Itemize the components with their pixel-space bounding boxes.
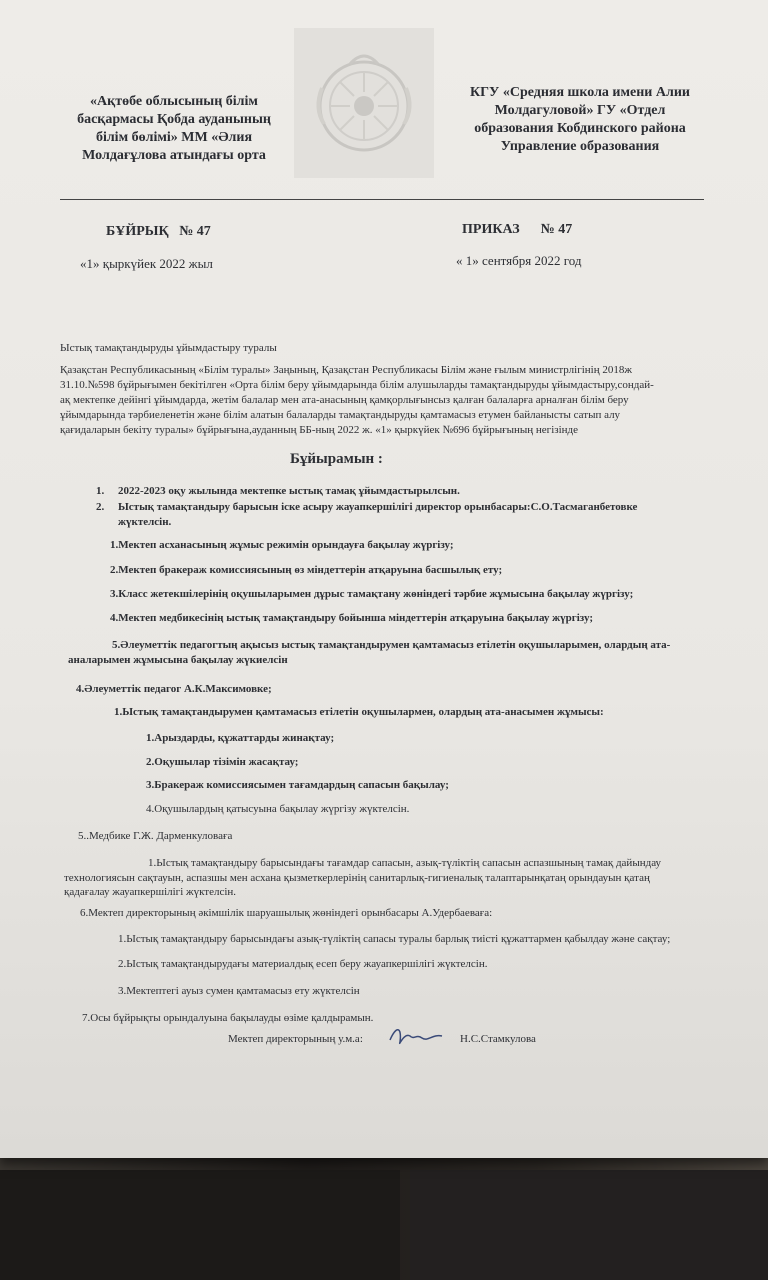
header-right-line: Управление образования [500,139,660,154]
sub-item-4: 4.Мектеп медбикесінің ыстық тамақтандыру бойынша міндеттерін атқаруына бақылау жүргізу; [110,612,593,624]
background-dark-fabric-right [410,1170,768,1280]
item-5-line-3: қадағалау жауапкершілігі жүктелсін. [64,886,237,898]
header-divider [60,199,704,200]
sub-item-5-line-2: аналарымен жұмысына бақылау жүкиелсін [68,654,288,666]
header-left-line: «Ақтөбе облысының білім [90,94,258,109]
order-date-kz: «1» қыркүйек 2022 жыл [80,256,213,271]
preamble-line: 31.10.№598 бұйрығымен бекітілген «Орта білім беру ұйымдарында білім алушыларды тамақтандыруды ұйымдастыру,сондай- [60,379,654,391]
item-2-number: 2. [96,501,105,513]
item-1-number: 1. [96,485,105,497]
item-7: 7.Осы бұйрықты орындалуына бақылауды өзіме қалдырамын. [82,1012,374,1024]
header-right-line: Молдагуловой» ГУ «Отдел [494,103,666,118]
item-5-line-2: технологиясын сақтауын, аспазшы мен асхана қызметкерлерінің санитарлық-гигиеналық талаптарынқатаң орындауын қатаң [64,872,650,884]
order-title-kz: БҰЙРЫҚ № 47 [106,224,211,239]
item-4-1-3: 3.Бракераж комиссиясымен тағамдардың сапасын бақылау; [146,779,449,791]
header-left-line: басқармасы Қобда ауданының [77,112,271,127]
item-4-1-2: 2.Оқушылар тізімін жасақтау; [146,756,299,768]
background-dark-fabric-left [0,1170,400,1280]
item-4-1-4: 4.Оқушылардың қатысуына бақылау жүргізу жүктелсін. [146,803,410,815]
header-right-org [452,84,708,156]
decree-heading: Бұйырамын : [290,451,383,467]
item-6-2: 2.Ыстық тамақтандырудағы материалдық есеп беру жауапкершілігі жүктелсін. [118,958,488,970]
item-4-1-1: 1.Арыздарды, құжаттарды жинақтау; [146,732,335,744]
item-2-line-2: жүктелсін. [118,516,172,528]
item-1: 2022-2023 оқу жылында мектепке ыстық тамақ ұйымдастырылсын. [118,485,460,497]
item-4: 4.Әлеуметтік педагог А.К.Максимовке; [76,683,272,695]
header-left-org [62,93,286,165]
sub-item-1: 1.Мектеп асханасының жұмыс режимін орындауға бақылау жүргізу; [110,539,454,551]
item-5: 5..Медбике Г.Ж. Дарменкуловаға [78,830,233,842]
sub-item-2: 2.Мектеп бракераж комиссиясының өз міндеттерін атқаруына басшылық ету; [110,564,503,576]
preamble [60,363,740,438]
order-title-ru: ПРИКАЗ № 47 [462,222,573,237]
item-2-line-1: Ыстық тамақтандыру барысын іске асыру жауапкершілігі директор орынбасары:С.О.Тасмаганбетовке [118,501,638,513]
item-6-3: 3.Мектептегі ауыз сумен қамтамасыз ету жүктелсін [118,985,360,997]
item-6: 6.Мектеп директорының әкімшілік шаруашылық жөніндегі орынбасары А.Удербаеваға: [80,907,493,919]
handwritten-signature-icon [386,1022,446,1052]
sub-item-3: 3.Класс жетекшілерінің оқушыларымен дұрыс тамақтану жөніндегі тәрбие жұмысына бақылау жүргізу; [110,588,634,600]
preamble-line: ақ мектепке дейінгі ұйымдарда, жетім балалар мен ата-анасының қамқорлығынсыз қалған балаларға арналған білім беру [60,394,629,406]
header-left-line: Молдағұлова атындағы орта [82,148,266,163]
item-4-1: 1.Ыстық тамақтандырумен қамтамасыз етілетін оқушылармен, олардың ата-анасымен жұмысы: [114,706,604,718]
header-right-line: КГУ «Средняя школа имени Алии [470,85,690,100]
item-5-line-1: 1.Ыстық тамақтандыру барысындағы тағамдар сапасын, азық-түліктің сапасын аспазшының тамақ дайындау [148,857,662,869]
sub-item-5-line-1: 5.Әлеуметтік педагогтың ақысыз ыстық тамақтандырумен қамтамасыз етілетін оқушыларымен, олардың ата- [112,639,671,651]
header-right-line: образования Кобдинского района [474,121,686,136]
order-subject: Ыстық тамақтандыруды ұйымдастыру туралы [60,342,277,354]
preamble-line: ұйымдарында тәрбиеленетін және білім алатын балаларды тамақтандыруды қамтамасыз етумен байланысты сатып алу [60,409,621,421]
order-date-ru: « 1» сентября 2022 год [456,253,582,268]
signatory-title: Мектеп директорының у.м.а: [228,1033,363,1045]
preamble-line: қағидаларын бекіту туралы» бұйрығына,ауданның ББ-ның 2022 ж. «1» қыркүйек №696 бұйрығының негізінде [60,424,579,436]
header-left-line: білім бөлімі» ММ «Әлия [95,130,253,145]
signatory-name: Н.С.Стамкулова [460,1033,536,1045]
state-emblem-icon [294,28,434,178]
preamble-line: Қазақстан Республикасының «Білім туралы» Заңының, Қазақстан Республикасы Білім және ғылым министрлігінің 2018ж [60,364,632,376]
item-6-1: 1.Ыстық тамақтандыру барысындағы азық-түліктің сапасы туралы барлық тиісті құжаттармен қабылдау және сақтау; [118,933,671,945]
